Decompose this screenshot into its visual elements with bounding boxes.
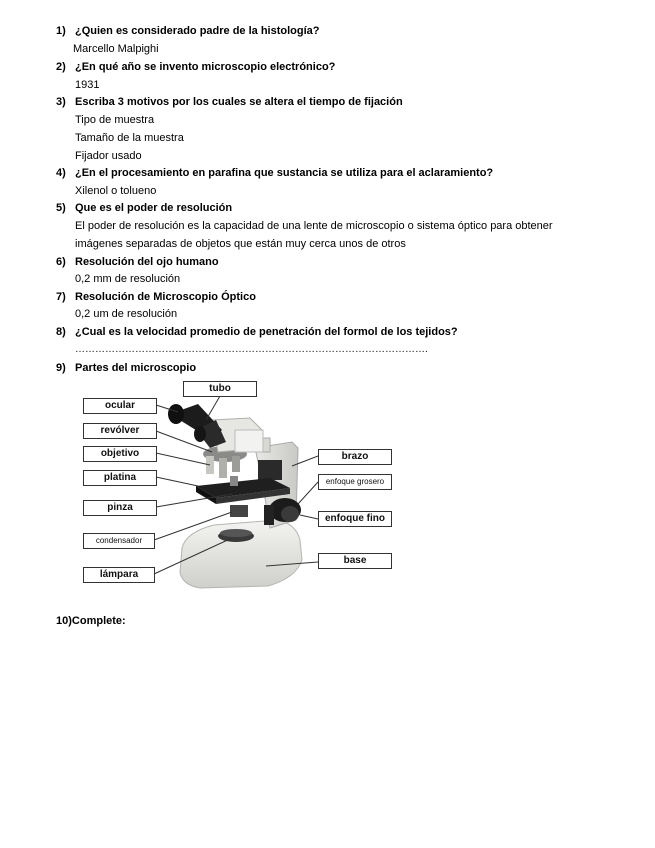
question-5: 5) Que es el poder de resolución	[56, 202, 233, 214]
answer-3a: Tipo de muestra	[75, 114, 155, 126]
answer-4: Xilenol o tolueno	[75, 185, 157, 197]
label-tubo: tubo	[183, 381, 257, 397]
answer-2: 1931	[75, 79, 100, 91]
label-revolver: revólver	[83, 423, 157, 439]
answer-3b: Tamaño de la muestra	[75, 132, 184, 144]
label-enfoque-fino: enfoque fino	[318, 511, 392, 527]
question-10: 10)Complete:	[56, 615, 126, 627]
answer-5a: El poder de resolución es la capacidad de una lente de microscopio o sistema óptico para obtener	[75, 220, 553, 232]
label-platina: platina	[83, 470, 157, 486]
answer-3c: Fijador usado	[75, 150, 142, 162]
question-7: 7) Resolución de Microscopio Óptico	[56, 291, 256, 303]
focus-knob-fine	[281, 506, 299, 522]
answer-8-blank: …………………………………………………………………………………………….	[75, 344, 428, 355]
label-pinza: pinza	[83, 500, 157, 516]
question-3: 3) Escriba 3 motivos por los cuales se altera el tiempo de fijación	[56, 96, 403, 108]
answer-5b: imágenes separadas de objetos que están muy cerca unos de otros	[75, 238, 406, 250]
label-lampara: lámpara	[83, 567, 155, 583]
label-objetivo: objetivo	[83, 446, 157, 462]
microscope-eyepieces	[168, 404, 226, 448]
question-1: 1) ¿Quien es considerado padre de la histología?	[56, 25, 320, 37]
label-condensador: condensador	[83, 533, 155, 549]
label-base: base	[318, 553, 392, 569]
label-ocular: ocular	[83, 398, 157, 414]
answer-1: Marcello Malpighi	[73, 43, 159, 55]
question-9: 9) Partes del microscopio	[56, 362, 197, 374]
question-6: 6) Resolución del ojo humano	[56, 256, 219, 268]
label-brazo: brazo	[318, 449, 392, 465]
label-enfoque-grosero: enfoque grosero	[318, 474, 392, 490]
question-8: 8) ¿Cual es la velocidad promedio de penetración del formol de los tejidos?	[56, 326, 458, 338]
answer-7: 0,2 um de resolución	[75, 308, 178, 320]
question-2: 2) ¿En qué año se invento microscopio electrónico?	[56, 61, 336, 73]
question-4: 4) ¿En el procesamiento en parafina que sustancia se utiliza para el aclaramiento?	[56, 167, 494, 179]
answer-6: 0,2 mm de resolución	[75, 273, 181, 285]
condenser-shape	[230, 505, 248, 517]
